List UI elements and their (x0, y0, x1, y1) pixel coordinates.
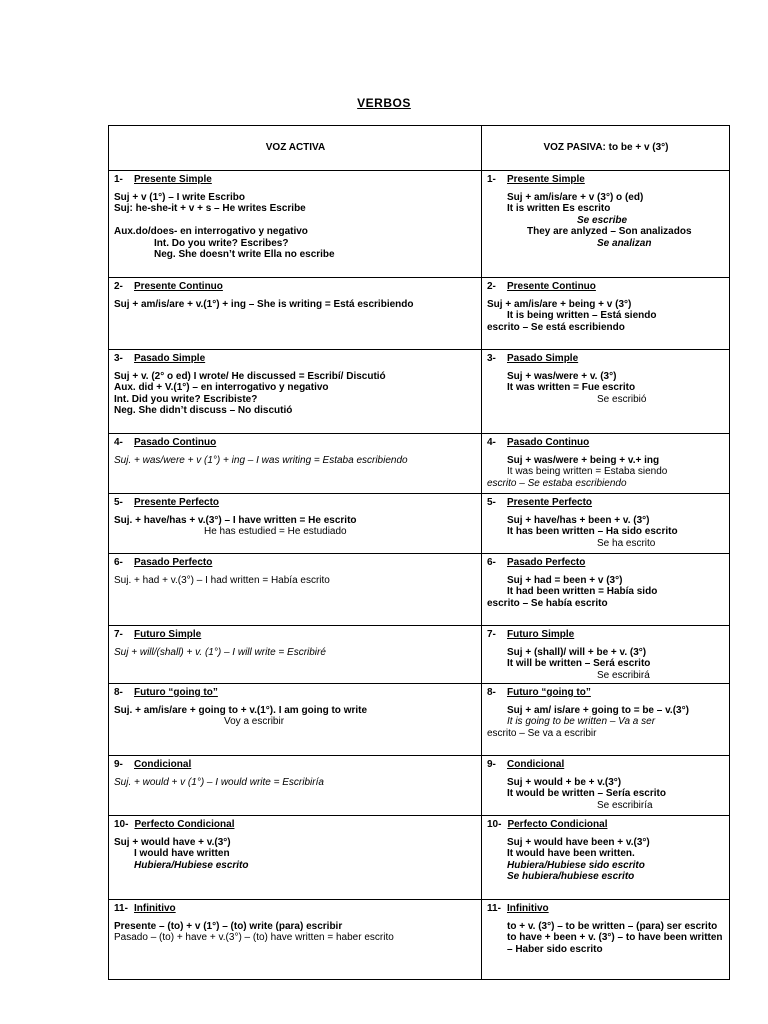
header-active: VOZ ACTIVA (109, 126, 482, 171)
example-line: Suj + had = been + v (3°) (507, 574, 623, 586)
cell-passive (482, 494, 730, 554)
example-line: Suj + am/is/are + v (3°) o (ed) (507, 191, 644, 203)
tense-number: 9- (114, 759, 123, 770)
example-line: escrito – Se estaba escribiendo (487, 477, 627, 489)
example-line: It had been written = Había sido (507, 586, 658, 597)
tense-name: Pasado Simple (507, 353, 579, 364)
example-line: Hubiera/Hubiese escrito (134, 859, 249, 871)
tense-number: 11- (487, 903, 501, 914)
example-line: Presente – (to) + v (1°) – (to) write (para) escribir (114, 920, 343, 932)
tense-heading (114, 687, 477, 699)
tense-number: 10- (487, 819, 502, 830)
example-line (114, 215, 477, 227)
tense-heading (114, 819, 477, 831)
tense-number: 11- (114, 903, 128, 914)
tense-heading (114, 759, 477, 771)
example-line: Suj + would have + v.(3°) (114, 836, 231, 848)
tense-name: Perfecto Condicional (507, 819, 608, 830)
example-line: I would have written (134, 848, 230, 859)
cell-active (109, 900, 482, 980)
example-line: Suj. + was/were + v (1°) + ing – I was writing = Estaba escribiendo (114, 454, 408, 466)
tense-name: Infinitivo (134, 903, 176, 914)
tense-name: Presente Continuo (134, 281, 223, 292)
example-line: Se escribió (597, 393, 647, 405)
table-row (109, 554, 730, 626)
tense-name: Perfecto Condicional (134, 819, 235, 830)
tense-number: 7- (487, 629, 496, 640)
tense-heading (487, 174, 725, 186)
tense-number: 6- (114, 557, 123, 568)
table-row (109, 171, 730, 278)
cell-passive (482, 626, 730, 684)
example-line: He has estudied = He estudiado (204, 526, 347, 537)
example-line: Int. Do you write? Escribes? (154, 237, 289, 249)
cell-passive (482, 350, 730, 434)
table-row (109, 494, 730, 554)
tense-heading (114, 437, 477, 449)
tense-name: Condicional (507, 759, 565, 770)
example-line: Suj + will/(shall) + v. (1°) – I will write = Escribiré (114, 646, 326, 658)
tense-name: Condicional (134, 759, 192, 770)
tense-heading (114, 174, 477, 186)
tense-name: Presente Simple (134, 174, 212, 185)
example-line: Suj: he-she-it + v + s – He writes Escribe (114, 203, 306, 214)
cell-active (109, 350, 482, 434)
example-line: Suj + would + be + v.(3°) (507, 776, 622, 788)
verb-table (108, 125, 730, 980)
tense-number: 2- (487, 281, 496, 292)
tense-heading (487, 903, 725, 915)
example-line: It has been written – Ha sido escrito (507, 526, 678, 537)
example-line: Suj + am/is/are + being + v (3°) (487, 298, 632, 310)
example-line: Neg. She didn’t discuss – No discutió (114, 405, 293, 416)
example-line: Hubiera/Hubiese sido escrito (507, 859, 645, 871)
example-line: Suj + (shall)/ will + be + v. (3°) (507, 646, 647, 658)
example-line: Se escribirá (597, 669, 650, 681)
example-line: It was being written = Estaba siendo (507, 466, 668, 477)
tense-number: 7- (114, 629, 123, 640)
page-title: VERBOS (357, 96, 411, 110)
tense-heading (487, 557, 725, 569)
tense-number: 3- (487, 353, 496, 364)
example-line: Voy a escribir (224, 716, 285, 727)
cell-passive (482, 278, 730, 350)
tense-name: Pasado Perfecto (507, 557, 586, 568)
example-line: It would be written – Sería escrito (507, 788, 666, 799)
example-line: Suj + am/is/are + v.(1°) + ing – She is writing = Está escribiendo (114, 298, 414, 310)
tense-number: 3- (114, 353, 123, 364)
tense-name: Pasado Continuo (507, 437, 590, 448)
tense-name: Futuro Simple (507, 629, 575, 640)
example-line: It is being written – Está siendo (507, 310, 657, 321)
cell-passive (482, 756, 730, 816)
example-line: escrito – Se va a escribir (487, 727, 597, 739)
tense-number: 6- (487, 557, 496, 568)
example-line: It is going to be written – Va a ser (507, 716, 656, 727)
example-line: Se ha escrito (597, 537, 656, 549)
cell-passive (482, 554, 730, 626)
example-line: to have + been + v. (3°) – to have been written – Haber sido escrito (507, 932, 723, 955)
tense-heading (487, 437, 725, 449)
tense-heading (487, 759, 725, 771)
tense-name: Pasado Continuo (134, 437, 217, 448)
example-line: Suj. + am/is/are + going to + v.(1°). I am going to write (114, 704, 368, 716)
table-row (109, 350, 730, 434)
example-line: Suj + have/has + been + v. (3°) (507, 514, 650, 526)
table-row (109, 434, 730, 494)
tense-name: Pasado Simple (134, 353, 206, 364)
table-row (109, 756, 730, 816)
tense-name: Presente Continuo (507, 281, 596, 292)
cell-active (109, 171, 482, 278)
tense-heading (487, 353, 725, 365)
tense-heading (114, 903, 477, 915)
tense-number: 8- (114, 687, 123, 698)
example-line: Suj. + had + v.(3°) – I had written = Había escrito (114, 574, 330, 586)
example-line: Aux.do/does- en interrogativo y negativo (114, 226, 308, 237)
tense-heading (487, 629, 725, 641)
tense-number: 9- (487, 759, 496, 770)
example-line: It is written Es escrito (507, 203, 611, 214)
tense-heading (114, 557, 477, 569)
tense-heading (487, 687, 725, 699)
tense-number: 5- (114, 497, 123, 508)
example-line: to + v. (3°) – to be written – (para) ser escrito (507, 920, 718, 932)
tense-number: 1- (487, 174, 496, 185)
header-passive: VOZ PASIVA: to be + v (3°) (482, 126, 730, 171)
cell-active (109, 494, 482, 554)
example-line: Int. Did you write? Escribiste? (114, 393, 258, 405)
tense-heading (114, 629, 477, 641)
example-line: Suj. + would + v (1°) – I would write = Escribiría (114, 776, 324, 788)
tense-number: 1- (114, 174, 123, 185)
example-line: Suj + am/ is/are + going to = be – v.(3°) (507, 704, 689, 716)
example-line: Suj + was/were + v. (3°) (507, 370, 617, 382)
tense-name: Presente Perfecto (507, 497, 593, 508)
tense-number: 8- (487, 687, 496, 698)
example-line: Suj + v (1°) – I write Escribo (114, 191, 245, 203)
table-row (109, 278, 730, 350)
example-line: Se hubiera/hubiese escrito (507, 871, 635, 882)
example-line: They are anlyzed – Son analizados (527, 226, 692, 237)
tense-heading (114, 281, 477, 293)
tense-name: Futuro “going to” (507, 687, 591, 698)
example-line: Se escribiría (597, 799, 653, 811)
tense-name: Futuro Simple (134, 629, 202, 640)
tense-heading (114, 353, 477, 365)
cell-passive (482, 434, 730, 494)
tense-name: Presente Perfecto (134, 497, 220, 508)
example-line: Se escribe (577, 214, 628, 226)
example-line: Neg. She doesn’t write Ella no escribe (154, 249, 335, 260)
tense-heading (487, 281, 725, 293)
cell-active (109, 554, 482, 626)
table-row (109, 816, 730, 900)
example-line: Suj + would have been + v.(3°) (507, 836, 650, 848)
tense-name: Pasado Perfecto (134, 557, 213, 568)
cell-active (109, 626, 482, 684)
example-line: escrito – Se está escribiendo (487, 321, 625, 333)
tense-heading (487, 497, 725, 509)
tense-number: 4- (114, 437, 123, 448)
table-row (109, 684, 730, 756)
tense-number: 2- (114, 281, 123, 292)
tense-heading (114, 497, 477, 509)
example-line: Se analizan (597, 237, 652, 249)
cell-passive (482, 171, 730, 278)
example-line: Pasado – (to) + have + v.(3°) – (to) have written = haber escrito (114, 932, 394, 943)
tense-name: Infinitivo (507, 903, 549, 914)
example-line: escrito – Se había escrito (487, 597, 608, 609)
cell-active (109, 816, 482, 900)
table-row (109, 900, 730, 980)
example-line: It will be written – Será escrito (507, 658, 651, 669)
header-row (109, 126, 730, 171)
cell-active (109, 756, 482, 816)
cell-active (109, 434, 482, 494)
tense-number: 10- (114, 819, 129, 830)
cell-active (109, 278, 482, 350)
tense-number: 4- (487, 437, 496, 448)
table-row (109, 626, 730, 684)
cell-passive (482, 900, 730, 980)
example-line: It would have been written. (507, 848, 635, 859)
example-line: Suj. + have/has + v.(3°) – I have written = He escrito (114, 514, 357, 526)
cell-passive (482, 684, 730, 756)
tense-heading (487, 819, 725, 831)
example-line: Suj + v. (2° o ed) I wrote/ He discussed = Escribí/ Discutió (114, 370, 386, 382)
table-body (109, 171, 730, 980)
cell-active (109, 684, 482, 756)
tense-number: 5- (487, 497, 496, 508)
example-line: Suj + was/were + being + v.+ ing (507, 454, 660, 466)
cell-passive (482, 816, 730, 900)
example-line: It was written = Fue escrito (507, 382, 636, 393)
tense-name: Futuro “going to” (134, 687, 218, 698)
tense-name: Presente Simple (507, 174, 585, 185)
example-line: Aux. did + V.(1°) – en interrogativo y negativo (114, 382, 329, 393)
